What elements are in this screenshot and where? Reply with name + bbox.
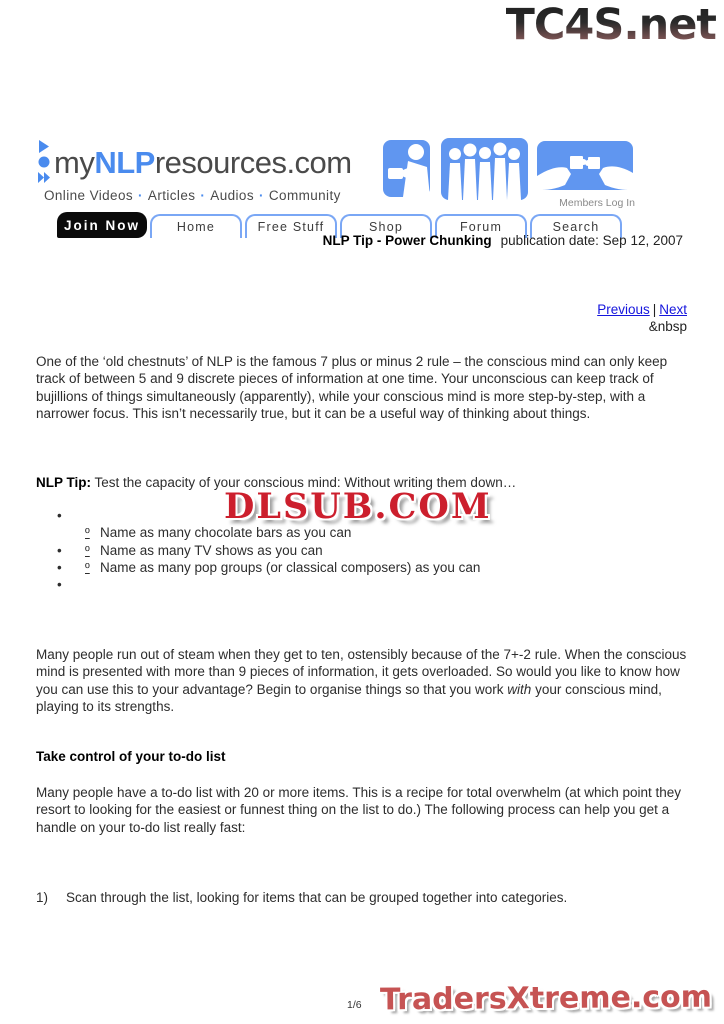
bullet-glyph: • (57, 577, 62, 593)
tradersxtreme-watermark: TradersXtreme.com (379, 979, 713, 1018)
numbered-item-text: Scan through the list, looking for items that can be grouped together into categories. (66, 890, 568, 905)
nav-tab-search[interactable]: Search (530, 214, 622, 238)
dlsub-watermark: DLSUB.COM (224, 486, 492, 527)
logo-tagline: Online Videos · Articles · Audios · Community (44, 188, 341, 203)
nav-tab-shop[interactable]: Shop (340, 214, 432, 238)
publication-date: publication date: Sep 12, 2007 (500, 233, 683, 248)
numbered-item-1 (36, 889, 693, 906)
bullet-glyph: • (57, 508, 62, 523)
puzzle-hands-banner-image[interactable] (537, 141, 633, 190)
ordinal-glyph: º (85, 559, 90, 575)
media-play-icon (36, 139, 51, 186)
members-login-link[interactable]: Members Log In (559, 197, 635, 209)
nbsp-artifact-text: &nbsp (648, 319, 687, 334)
paragraph-2-text: your conscious mind, playing to its strengths. (36, 681, 662, 714)
paragraph-3: Many people have a to-do list with 20 or more items. This is a recipe for total overwhelm (at which point they resort to looking for the easiest or funnest thing on the list to do.) The following process can help you get a handle on your to-do list really fast: (36, 785, 682, 835)
nlp-tip-text: Test the capacity of your conscious mind: Without writing them down… (91, 475, 517, 490)
previous-link[interactable]: Previous (597, 302, 650, 317)
ordinal-glyph: º (85, 525, 90, 541)
site-logo[interactable] (36, 139, 352, 203)
list-item (57, 542, 480, 559)
list-item-text: Name as many TV shows as you can (100, 542, 323, 558)
numbered-item-label: 1) (36, 890, 49, 905)
paragraph-1: One of the ‘old chestnuts’ of NLP is the famous 7 plus or minus 2 rule – the conscious mind can only keep track of between 5 and 9 discrete pieces of information at one time. Your unconscious can keep track of bujillions of things simultaneously (apparently), while your conscious mind is more step-by-step, with a narrower focus. This isn’t necessarily true, but it can be a useful way of thinking about things. (36, 354, 668, 421)
tc4s-watermark: TC4S.net (505, 0, 716, 50)
pager (597, 302, 687, 317)
list-item-text: Name as many chocolate bars as you can (100, 525, 352, 541)
nav-tab-forum[interactable]: Forum (435, 214, 527, 238)
list-item (57, 576, 480, 593)
list-item-text: Name as many pop groups (or classical composers) as you can (100, 559, 481, 575)
next-link[interactable]: Next (659, 302, 687, 317)
pager-separator: | (652, 302, 657, 317)
paragraph-2 (36, 646, 693, 715)
paragraph-2-emphasis: with (507, 681, 532, 697)
bullet-glyph: • (57, 542, 62, 558)
nav-join-now-button[interactable]: Join Now (57, 212, 147, 238)
bullet-glyph: • (57, 559, 62, 575)
nav-tab-home[interactable]: Home (150, 214, 242, 238)
section-heading: Take control of your to-do list (36, 749, 226, 764)
article-title-line (323, 233, 683, 248)
ordinal-glyph: º (85, 542, 90, 558)
logo-text: myNLPresources.com (54, 144, 352, 180)
video-banner-image[interactable] (383, 140, 430, 197)
page-number: 1/6 (347, 999, 362, 1011)
article-title: NLP Tip - Power Chunking (322, 233, 492, 248)
paragraph-2-text: Many people run out of steam when they get to ten, ostensibly because of the 7+-2 rule. When the conscious mind is presented with more than 9 pieces of information, it gets overloaded. So would you like to know how you can use this to your advantage? Begin to organise things so that you work (36, 647, 687, 697)
nlp-tip-label: NLP Tip: (36, 475, 92, 490)
list-item (57, 559, 480, 576)
community-banner-image[interactable] (441, 138, 528, 200)
nav-tab-free-stuff[interactable]: Free Stuff (245, 214, 337, 238)
